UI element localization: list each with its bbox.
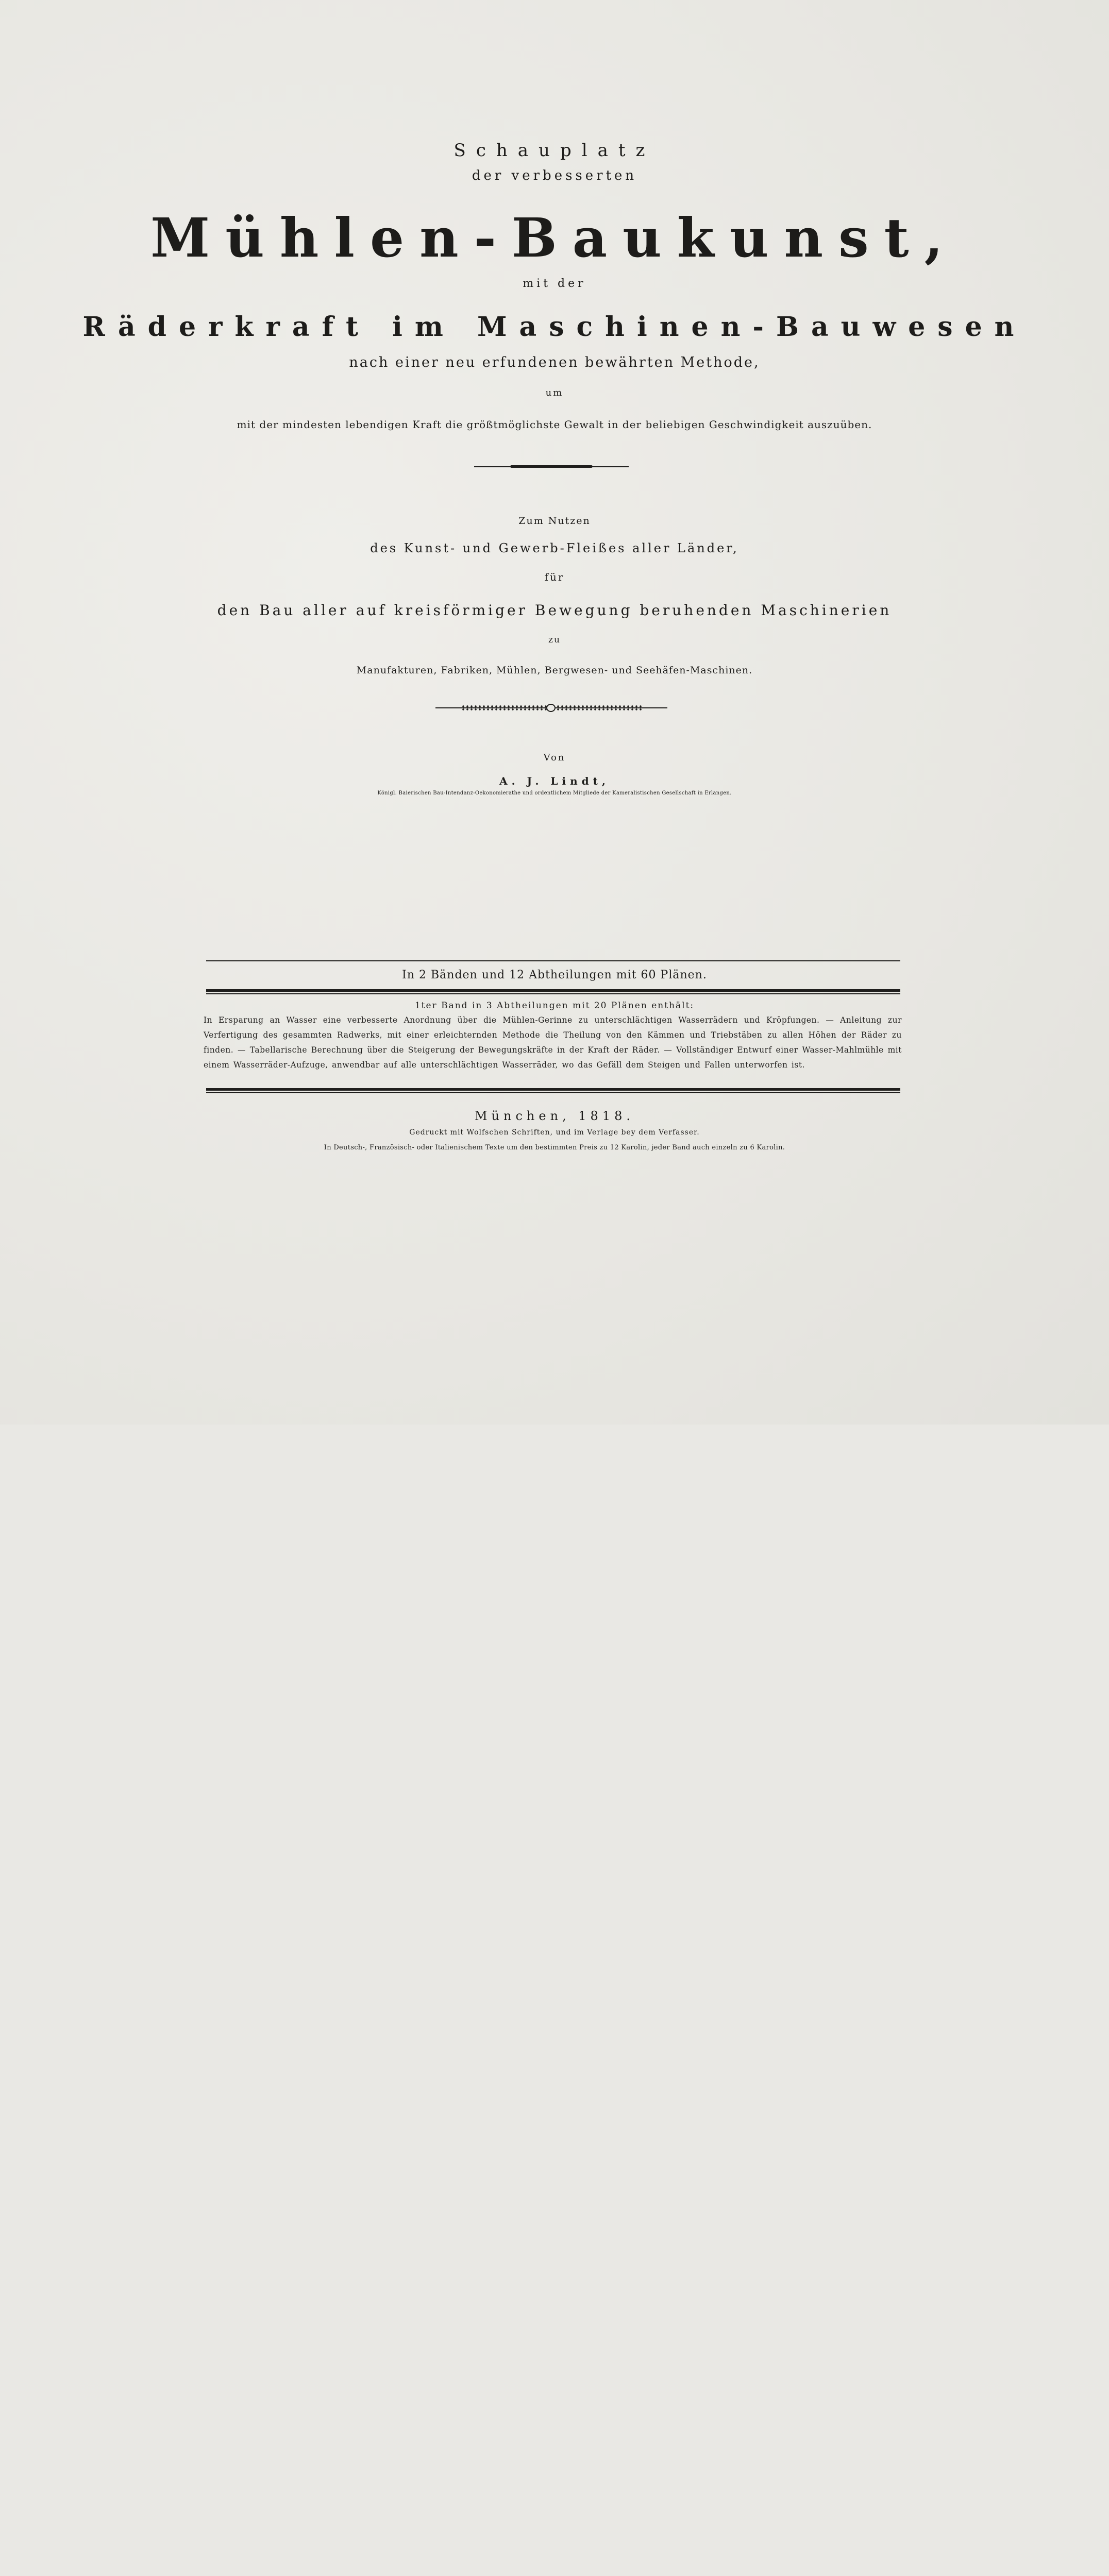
box-rule-mid-thick: [206, 989, 900, 992]
title-line-kraft: mit der mindesten lebendigen Kraft die größtmöglichste Gewalt in der beliebigen Geschwindigkeit auszuüben.: [237, 418, 872, 431]
line-zu: zu: [548, 635, 561, 645]
line-von: Von: [543, 752, 566, 763]
box-rule-mid-thin: [206, 993, 900, 994]
main-title: Mühlen-Baukunst,: [150, 206, 959, 269]
line-kunst-gewerb: des Kunst- und Gewerb-Fleißes aller Länder,: [370, 541, 739, 555]
price-line: In Deutsch-, Französisch- oder Italienischem Texte um den bestimmten Preis zu 12 Karolin, jeder Band auch einzeln zu 6 Karolin.: [324, 1144, 785, 1151]
line-zum-nutzen: Zum Nutzen: [518, 515, 591, 527]
line-fuer: für: [544, 571, 565, 583]
divider-ornament-circle: [546, 704, 556, 712]
title-line-um: um: [545, 387, 564, 398]
divider-rule-1-thick: [510, 465, 593, 468]
box-rule-bottom-thin: [206, 1092, 900, 1093]
band-heading: 1ter Band in 3 Abtheilungen mit 20 Plänen enthält:: [414, 1001, 695, 1011]
line-bau-maschinerien: den Bau aller auf kreisförmiger Bewegung beruhenden Maschinerien: [217, 602, 892, 619]
city-year: München, 1818.: [474, 1109, 634, 1123]
author-title: Königl. Baierischen Bau-Intendanz-Oekonomierathe und ordentlichem Mitgliede der Kameralistischen Gesellschaft in Erlangen.: [377, 790, 732, 796]
title-line-schauplatz: Schauplatz: [453, 140, 656, 161]
box-rule-top: [206, 960, 900, 961]
volumes-line: In 2 Bänden und 12 Abtheilungen mit 60 Plänen.: [402, 969, 707, 981]
line-manufakturen: Manufakturen, Fabriken, Mühlen, Bergwesen- und Seehäfen-Maschinen.: [356, 665, 753, 676]
title-line-methode: nach einer neu erfundenen bewährten Methode,: [349, 354, 760, 370]
title-line-mit-der: mit der: [523, 277, 586, 290]
subtitle: Räderkraft im Maschinen-Bauwesen: [82, 311, 1027, 343]
contents-paragraph: In Ersparung an Wasser eine verbesserte Anordnung über die Mühlen-Gerinne zu unterschlächtigen Wasserrädern und Kröpfungen. — Anleitung zur Verfertigung des gesammten Radwerks, mit einer erleichternden Methode die Theilung von den Kämmen und Triebstäben zu allen Höhen der Räder zu finden. — Tabellarische Berechnung über die Steigerung der Bewegungskräfte in der Kraft der Räder. — Vollständiger Entwurf einer Wasser-Mahlmühle mit einem Wasserräder-Aufzuge, anwendbar auf alle unterschlächtigen Wasserräder, wo das Gefäll dem Steigen und Fallen unterworfen ist.: [204, 1015, 902, 1070]
printer-line: Gedruckt mit Wolfschen Schriften, und im Verlage bey dem Verfasser.: [409, 1128, 700, 1137]
author-name: A. J. Lindt,: [499, 775, 610, 787]
box-rule-bottom-thick: [206, 1088, 900, 1091]
library-footer: [0, 1425, 1109, 1503]
title-line-der-verbesserten: der verbesserten: [472, 168, 637, 183]
